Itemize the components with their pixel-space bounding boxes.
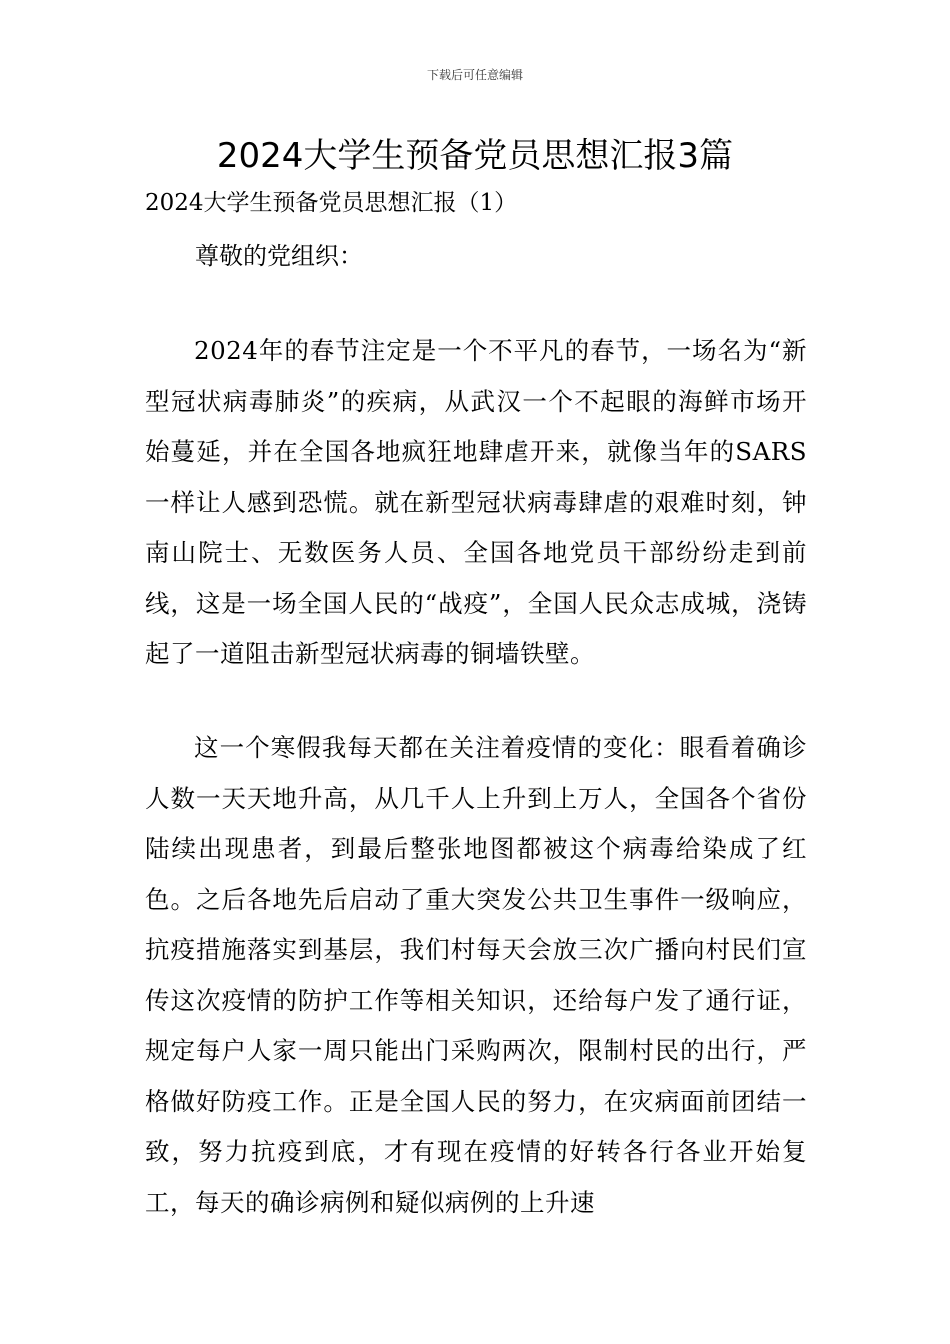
greeting: 尊敬的党组织： bbox=[195, 242, 363, 270]
section-subtitle: 2024大学生预备党员思想汇报（1） bbox=[145, 190, 518, 216]
paragraph-2: 这一个寒假我每天都在关注着疫情的变化：眼看着确诊人数一天天地升高，从几千人上升到上万人，全国各个省份陆续出现患者，到最后整张地图都被这个病毒给染成了红色。之后各地先后启动了重大突发公共卫生事件一级响应，抗疫措施落实到基层，我们村每天会放三次广播向村民们宣传这次疫情的防护工作等相关知识，还给每户发了通行证，规定每户人家一周只能出门采购两次，限制村民的出行，严格做好防疫工作。正是全国人民的努力，在灾病面前团结一致，努力抗疫到底，才有现在疫情的好转各行各业开始复工，每天的确诊病例和疑似病例的上升速 bbox=[145, 733, 807, 1217]
header-note: 下载后可任意编辑 bbox=[426, 68, 523, 82]
document-title: 2024大学生预备党员思想汇报3篇 bbox=[216, 136, 734, 176]
paragraph-1: 2024年的春节注定是一个不平凡的春节，一场名为“新型冠状病毒肺炎”的疾病，从武汉一个不起眼的海鲜市场开始蔓延，并在全国各地疯狂地肆虐开来，就像当年的SARS一样让人感到恐慌。就在新型冠状病毒肆虐的艰难时刻，钟南山院士、无数医务人员、全国各地党员干部纷纷走到前线，这是一场全国人民的“战疫”，全国人民众志成城，浇铸起了一道阻击新型冠状病毒的铜墙铁壁。 bbox=[145, 336, 807, 668]
